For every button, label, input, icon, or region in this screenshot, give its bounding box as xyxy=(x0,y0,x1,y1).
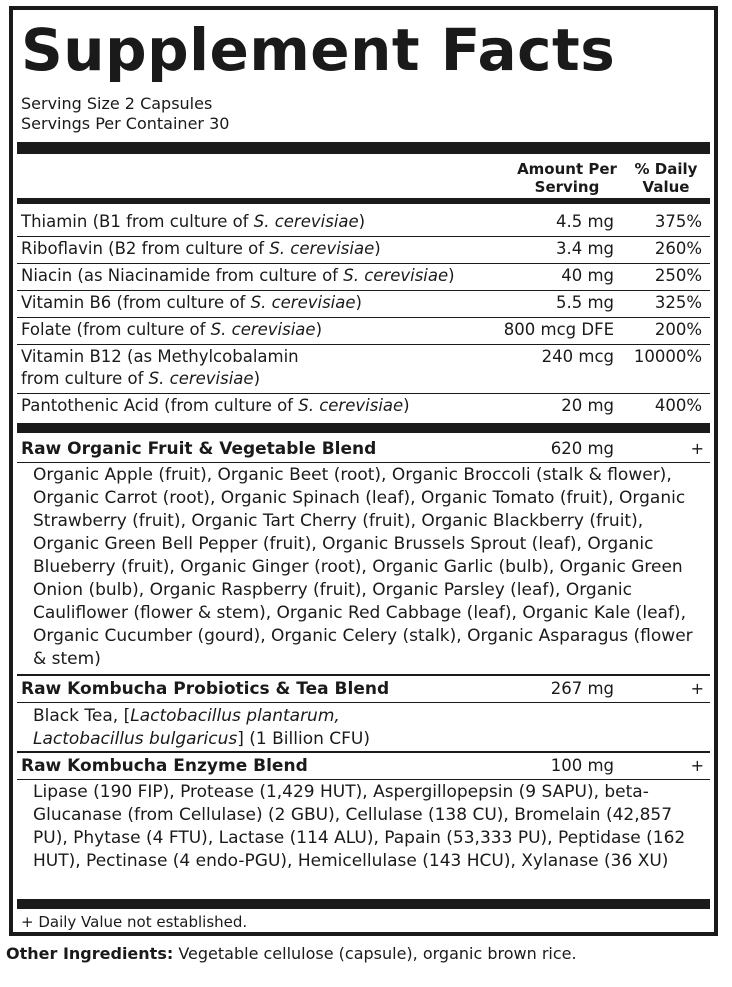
daily-value-header: % Daily Value xyxy=(634,160,698,196)
serving-size: Serving Size 2 Capsules xyxy=(21,94,213,113)
panel-title: Supplement Facts xyxy=(21,16,616,84)
nutrient-dv: 375% xyxy=(654,212,702,231)
row-divider xyxy=(17,702,710,703)
row-divider xyxy=(17,674,710,676)
nutrient-label-folate: Folate (from culture of S. cerevisiae) xyxy=(21,320,323,339)
row-divider xyxy=(17,236,710,237)
other-ingredients: Other Ingredients: Vegetable cellulose (capsule), organic brown rice. xyxy=(6,944,577,963)
nutrient-label-niacin: Niacin (as Niacinamide from culture of S. cerevisiae) xyxy=(21,266,455,285)
blend-amount: 100 mg xyxy=(550,756,614,775)
blend-ingredients-kombucha-enzyme: Lipase (190 FIP), Protease (1,429 HUT), Aspergillopepsin (9 SAPU), beta-Glucanase (from Cellulase) (2 GBU), Cellulase (138 CU), Bromelain (42,857 PU), Phytase (4 FTU), Lactase (114 ALU), Papain (53,333 PU), Peptidase (162 HUT), Pectinase (4 endo-PGU), Hemicellulase (143 HCU), Xylanase (36 XU) xyxy=(33,782,686,871)
blend-amount: 620 mg xyxy=(550,439,614,458)
nutrient-amount: 5.5 mg xyxy=(555,293,614,312)
nutrient-label-vitamin-b6: Vitamin B6 (from culture of S. cerevisiae) xyxy=(21,293,362,312)
supplement-facts-panel xyxy=(9,6,718,936)
row-divider xyxy=(17,393,710,394)
blend-dv: + xyxy=(690,756,704,775)
nutrient-label-vitamin-b12: Vitamin B12 (as Methylcobalamin from culture of S. cerevisiae) xyxy=(21,347,299,388)
footnote: + Daily Value not established. xyxy=(21,913,248,931)
row-divider xyxy=(17,263,710,264)
nutrient-amount: 4.5 mg xyxy=(555,212,614,231)
nutrient-amount: 800 mcg DFE xyxy=(503,320,614,339)
blend-name-fruit-vegetable: Raw Organic Fruit & Vegetable Blend xyxy=(21,439,377,459)
nutrient-amount: 40 mg xyxy=(561,266,614,285)
nutrient-amount: 3.4 mg xyxy=(555,239,614,258)
thick-divider xyxy=(17,423,710,433)
header-divider xyxy=(17,198,710,204)
blend-dv: + xyxy=(690,439,704,458)
nutrient-label-riboflavin: Riboflavin (B2 from culture of S. cerevisiae) xyxy=(21,239,381,258)
blend-name-kombucha-enzyme: Raw Kombucha Enzyme Blend xyxy=(21,756,308,776)
blend-amount: 267 mg xyxy=(550,679,614,698)
nutrient-label-thiamin: Thiamin (B1 from culture of S. cerevisiae) xyxy=(21,212,366,231)
row-divider xyxy=(17,462,710,463)
nutrient-amount: 20 mg xyxy=(561,396,614,415)
blend-ingredients-fruit-vegetable: Organic Apple (fruit), Organic Beet (root), Organic Broccoli (stalk & flower), Organic Carrot (root), Organic Spinach (leaf), Organic Tomato (fruit), Organic Strawberry (fruit), Organic Tart Cherry (fruit), Organic Blackberry (fruit), Organic Green Bell Pepper (fruit), Organic Brussels Sprout (leaf), Organic Blueberry (fruit), Organic Ginger (root), Organic Garlic (bulb), Organic Green Onion (bulb), Organic Raspberry (fruit), Organic Parsley (leaf), Organic Cauliflower (flower & stem), Organic Red Cabbage (leaf), Organic Kale (leaf), Organic Cucumber (gourd), Organic Celery (stalk), Organic Asparagus (flower & stem) xyxy=(33,465,693,669)
blend-name-kombucha-probiotics: Raw Kombucha Probiotics & Tea Blend xyxy=(21,679,390,699)
nutrient-dv: 250% xyxy=(654,266,702,285)
row-divider xyxy=(17,751,710,753)
servings-per-container: Servings Per Container 30 xyxy=(21,114,230,133)
nutrient-dv: 325% xyxy=(654,293,702,312)
blend-dv: + xyxy=(690,679,704,698)
nutrient-dv: 200% xyxy=(654,320,702,339)
nutrient-amount: 240 mcg xyxy=(541,347,614,366)
nutrient-label-pantothenic-acid: Pantothenic Acid (from culture of S. cerevisiae) xyxy=(21,396,410,415)
nutrient-dv: 10000% xyxy=(633,347,702,366)
row-divider xyxy=(17,290,710,291)
blend-ingredients-kombucha-probiotics: Black Tea, [Lactobacillus plantarum, Lactobacillus bulgaricus] (1 Billion CFU) xyxy=(33,706,370,749)
amount-per-serving-header: Amount Per Serving xyxy=(517,160,617,196)
row-divider xyxy=(17,779,710,780)
thick-divider xyxy=(17,142,710,154)
nutrient-dv: 400% xyxy=(654,396,702,415)
nutrient-dv: 260% xyxy=(654,239,702,258)
thick-divider xyxy=(17,899,710,909)
row-divider xyxy=(17,317,710,318)
row-divider xyxy=(17,344,710,345)
